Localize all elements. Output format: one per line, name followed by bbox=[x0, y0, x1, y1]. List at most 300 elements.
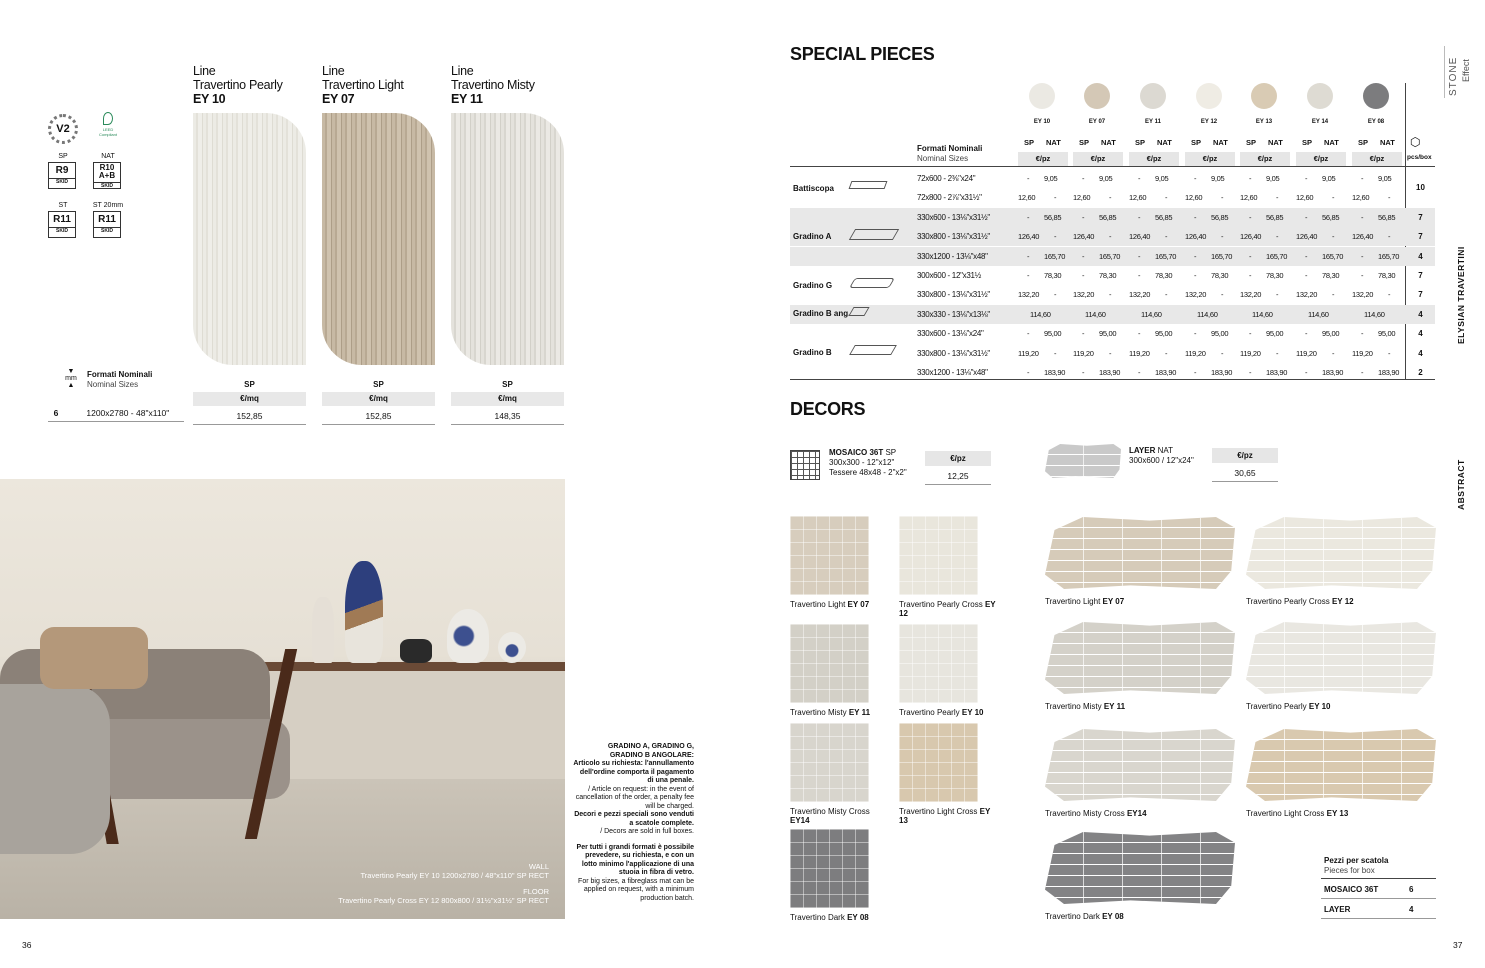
eur-header: €/pz bbox=[1296, 152, 1346, 166]
row-nat-value: - bbox=[1109, 348, 1112, 358]
group-battiscopa: Battiscopa bbox=[793, 184, 834, 193]
line-code: EY 10 bbox=[193, 92, 226, 106]
row-sp-value: - bbox=[1361, 212, 1364, 222]
room-photo bbox=[0, 479, 565, 919]
row-nat-value: 183,90 bbox=[1266, 368, 1288, 377]
row-sp-value: 126,40 bbox=[1296, 232, 1318, 242]
unit-box: €/mq bbox=[193, 392, 306, 406]
decor-code: EY 10 bbox=[961, 708, 984, 717]
layer-sample-image bbox=[1045, 832, 1235, 904]
special-pieces-note bbox=[573, 743, 694, 903]
row-sp-value: - bbox=[1027, 174, 1030, 183]
finish-sp: SP bbox=[502, 380, 513, 389]
r11-text: R11 bbox=[53, 214, 71, 225]
color-code: EY 08 bbox=[1367, 119, 1385, 125]
eur-header: €/pz bbox=[1352, 152, 1402, 166]
decor-code: EY 07 bbox=[847, 600, 870, 609]
row-nat-value: 78,30 bbox=[1378, 271, 1396, 280]
row-nat-value: 78,30 bbox=[1266, 271, 1284, 280]
row-nat-value: - bbox=[1332, 193, 1335, 203]
skid-text: SKID bbox=[49, 227, 75, 234]
color-code: EY 11 bbox=[1145, 119, 1161, 125]
st-label: ST bbox=[58, 202, 68, 209]
sp-header: SP bbox=[1024, 138, 1035, 147]
row-nat-value: 183,90 bbox=[1099, 368, 1121, 377]
row-sp-value: 114,60 bbox=[1085, 309, 1106, 319]
row-sp-value: 132,20 bbox=[1018, 290, 1040, 300]
sp-label: SP bbox=[58, 153, 68, 160]
line-label: Line bbox=[193, 64, 216, 78]
row-sp-value: - bbox=[1361, 251, 1364, 261]
row-pcs-box: 7 bbox=[1418, 271, 1423, 280]
layer-unit: €/pz bbox=[1212, 448, 1278, 463]
gradino-a-icon bbox=[849, 229, 899, 240]
row-pcs-box: 10 bbox=[1416, 183, 1425, 192]
decor-name: Travertino Light Cross bbox=[1246, 809, 1325, 818]
row-sp-value: - bbox=[1138, 251, 1141, 261]
eur-header: €/pz bbox=[1240, 152, 1290, 166]
row-nat-value: - bbox=[1165, 290, 1168, 300]
wall-text: Travertino Pearly EY 10 1200x2780 / 48"x110" SP RECT bbox=[360, 871, 549, 880]
line-header-light bbox=[322, 64, 432, 106]
row-pcs-box: 2 bbox=[1418, 368, 1423, 377]
page-number-right: 37 bbox=[1453, 940, 1463, 950]
decor-code: EY 08 bbox=[1102, 912, 1124, 921]
layer-icon bbox=[1045, 444, 1121, 478]
mosaico-tessere: Tessere 48x48 - 2"x2" bbox=[829, 468, 907, 477]
color-swatch bbox=[1363, 83, 1389, 109]
row-nat-value: - bbox=[1054, 193, 1057, 203]
color-code: EY 07 bbox=[1088, 119, 1106, 125]
table-bottom-rule bbox=[790, 379, 1435, 380]
row-nat-value: 56,85 bbox=[1044, 212, 1062, 222]
r11-text: R11 bbox=[98, 214, 116, 225]
layer-sample-image bbox=[1246, 729, 1436, 801]
mosaic-sample-image bbox=[790, 624, 869, 703]
mosaic-sample-image bbox=[790, 516, 869, 595]
r9-badge bbox=[48, 162, 76, 189]
decor-name: Travertino Pearly bbox=[1246, 702, 1307, 711]
format-row bbox=[48, 408, 184, 422]
price-pearly: 152,85 bbox=[193, 411, 306, 425]
layer-sample-image bbox=[1045, 517, 1235, 589]
row-nat-value: - bbox=[1109, 193, 1112, 203]
row-sp-value: - bbox=[1194, 368, 1197, 377]
price-light: 152,85 bbox=[322, 411, 435, 425]
row-sp-value: - bbox=[1082, 174, 1085, 183]
layer-name: LAYER bbox=[1129, 446, 1156, 455]
pillow bbox=[40, 627, 148, 689]
row-nat-value: 183,90 bbox=[1044, 368, 1066, 377]
layer-caption bbox=[1246, 597, 1436, 606]
thickness-value: 6 bbox=[53, 408, 59, 418]
group-gradino-a: Gradino A bbox=[793, 232, 832, 241]
r10-text: R10 A+B bbox=[98, 163, 116, 180]
row-sp-value: 119,20 bbox=[1018, 348, 1039, 358]
row-sp-value: - bbox=[1249, 251, 1252, 261]
box-row-layer bbox=[1321, 901, 1436, 919]
row-nat-value: 56,85 bbox=[1211, 212, 1229, 222]
row-sp-value: - bbox=[1138, 329, 1141, 339]
sp-header: SP bbox=[1302, 138, 1313, 147]
line-label: Line bbox=[451, 64, 474, 78]
row-nat-value: - bbox=[1388, 290, 1391, 300]
row-sp-value: 119,20 bbox=[1129, 348, 1150, 358]
decor-code: EY 11 bbox=[848, 708, 871, 717]
group-gradino-b: Gradino B bbox=[793, 348, 832, 357]
box-row-value: 4 bbox=[1409, 905, 1414, 914]
decor-code: EY 13 bbox=[899, 807, 991, 825]
row-sp-value: 126,40 bbox=[1352, 232, 1374, 242]
row-sp-value: 126,40 bbox=[1073, 232, 1095, 242]
table-row bbox=[790, 188, 1435, 207]
layer-sample-image bbox=[1045, 622, 1235, 694]
row-sp-value: 119,20 bbox=[1073, 348, 1094, 358]
mosaic-sample-image bbox=[899, 516, 978, 595]
table-nominal-sizes: Nominal Sizes bbox=[917, 154, 969, 163]
row-sp-value: - bbox=[1249, 329, 1252, 339]
line-header-pearly bbox=[193, 64, 303, 106]
vase-icon bbox=[447, 609, 489, 663]
row-sp-value: 12,60 bbox=[1185, 193, 1203, 203]
row-sp-value: - bbox=[1138, 368, 1141, 377]
row-nat-value: 9,05 bbox=[1044, 174, 1058, 183]
page-number-left: 36 bbox=[22, 940, 32, 950]
decor-code: EY 12 bbox=[899, 600, 996, 618]
row-sp-value: - bbox=[1194, 329, 1197, 339]
row-nat-value: 183,90 bbox=[1322, 368, 1344, 377]
decor-name: Travertino Pearly Cross bbox=[899, 600, 983, 609]
special-pieces-title: SPECIAL PIECES bbox=[790, 44, 935, 64]
color-code: EY 13 bbox=[1255, 119, 1273, 125]
row-sp-value: 126,40 bbox=[1185, 232, 1207, 242]
row-sp-value: 12,60 bbox=[1240, 193, 1258, 203]
decor-name: Travertino Light bbox=[790, 600, 846, 609]
blanket bbox=[0, 684, 110, 854]
color-swatch bbox=[1140, 83, 1166, 109]
color-swatch bbox=[1084, 83, 1110, 109]
row-pcs-box: 7 bbox=[1418, 290, 1423, 300]
row-nat-value: - bbox=[1332, 232, 1335, 242]
row-nat-value: 78,30 bbox=[1211, 271, 1229, 280]
row-nat-value: 56,85 bbox=[1322, 212, 1340, 222]
side-divider bbox=[1444, 46, 1445, 98]
nat-header: NAT bbox=[1101, 138, 1116, 147]
box-table-subtitle: Pieces for box bbox=[1324, 866, 1375, 875]
table-row bbox=[790, 285, 1435, 304]
mosaic-caption bbox=[899, 708, 999, 717]
decor-name: Travertino Misty Cross bbox=[790, 807, 870, 816]
row-sp-value: - bbox=[1194, 212, 1197, 222]
row-size: 72x600 - 2⅜"x24" bbox=[917, 174, 976, 183]
row-nat-value: - bbox=[1221, 193, 1224, 203]
gradino-g-icon bbox=[849, 278, 895, 288]
color-code: EY 12 bbox=[1200, 119, 1218, 125]
box-table-rule bbox=[1321, 878, 1436, 879]
row-sp-value: - bbox=[1249, 368, 1252, 377]
decor-name: Travertino Misty bbox=[1045, 702, 1102, 711]
row-nat-value: 95,00 bbox=[1322, 329, 1340, 339]
decors-title: DECORS bbox=[790, 399, 866, 419]
row-nat-value: - bbox=[1332, 290, 1335, 300]
row-nat-value: - bbox=[1109, 232, 1112, 242]
sp-header: SP bbox=[1191, 138, 1202, 147]
decor-name: Travertino Pearly bbox=[899, 708, 960, 717]
row-sp-value: - bbox=[1249, 271, 1252, 280]
eur-header: €/pz bbox=[1073, 152, 1123, 166]
row-sp-value: - bbox=[1194, 174, 1197, 183]
row-nat-value: - bbox=[1276, 348, 1279, 358]
floor-label: FLOOR bbox=[523, 887, 549, 896]
box-row-name: MOSAICO 36T bbox=[1324, 885, 1379, 894]
row-nat-value: - bbox=[1276, 232, 1279, 242]
row-size: 72x800 - 2⅞"x31½" bbox=[917, 193, 982, 203]
nat-header: NAT bbox=[1046, 138, 1061, 147]
tile-image-misty bbox=[451, 113, 564, 365]
pcs-box-header: pcs/box bbox=[1407, 154, 1432, 161]
floor-text: Travertino Pearly Cross EY 12 800x800 / 31½"x31½" SP RECT bbox=[338, 896, 549, 905]
line-code: EY 07 bbox=[322, 92, 355, 106]
floor-caption bbox=[338, 887, 549, 905]
row-sp-value: - bbox=[1361, 174, 1364, 183]
row-sp-value: 126,40 bbox=[1018, 232, 1040, 242]
row-nat-value: - bbox=[1165, 193, 1168, 203]
decor-name: Travertino Dark bbox=[790, 913, 845, 922]
row-size: 300x600 - 12"x31½ bbox=[917, 271, 982, 280]
decor-name: Travertino Light Cross bbox=[899, 807, 978, 816]
line-header-misty bbox=[451, 64, 561, 106]
finish-sp: SP bbox=[373, 380, 384, 389]
line-code: EY 11 bbox=[451, 92, 483, 106]
decor-name: Travertino Dark bbox=[1045, 912, 1100, 921]
effect-label: Effect bbox=[1461, 59, 1471, 82]
layer-caption bbox=[1045, 809, 1235, 818]
r10-badge bbox=[93, 162, 121, 189]
row-nat-value: - bbox=[1165, 348, 1168, 358]
r9-text: R9 bbox=[55, 165, 69, 176]
mosaico-name: MOSAICO 36T bbox=[829, 448, 884, 457]
mosaic-caption bbox=[790, 913, 890, 922]
battiscopa-icon bbox=[849, 181, 888, 189]
note-it2: Decori e pezzi speciali sono venduti a scatole complete. bbox=[574, 811, 694, 827]
line-name: Travertino Misty bbox=[451, 78, 535, 92]
row-sp-value: - bbox=[1194, 271, 1197, 280]
row-sp-value: - bbox=[1361, 271, 1364, 280]
tile-image-light bbox=[322, 113, 435, 365]
r11-st-badge bbox=[48, 211, 76, 238]
layer-finish: NAT bbox=[1157, 446, 1174, 455]
row-nat-value: 95,00 bbox=[1099, 329, 1117, 339]
mm-icon: ▼ mm ▲ bbox=[65, 368, 77, 389]
layer-size: 300x600 / 12"x24" bbox=[1129, 456, 1194, 465]
row-sp-value: 132,20 bbox=[1240, 290, 1262, 300]
row-size: 330x1200 - 13⅛"x48" bbox=[917, 368, 988, 377]
row-nat-value: - bbox=[1054, 232, 1057, 242]
nat-header: NAT bbox=[1324, 138, 1339, 147]
eur-header: €/pz bbox=[1018, 152, 1068, 166]
color-code: EY 10 bbox=[1033, 119, 1051, 125]
row-sp-value: - bbox=[1027, 329, 1030, 339]
row-sp-value: 132,20 bbox=[1073, 290, 1095, 300]
row-pcs-box: 7 bbox=[1418, 212, 1423, 222]
row-nat-value: - bbox=[1388, 232, 1391, 242]
nat-header: NAT bbox=[1268, 138, 1283, 147]
leed-badge bbox=[94, 112, 122, 137]
color-swatch bbox=[1029, 83, 1055, 109]
leaf-icon bbox=[103, 112, 113, 125]
color-swatch bbox=[1307, 83, 1333, 109]
note-it1: Articolo su richiesta: l'annullamento dell'ordine comporta il pagamento di una penale. bbox=[573, 760, 694, 784]
decor-code: EY 10 bbox=[1308, 702, 1331, 711]
row-sp-value: - bbox=[1194, 251, 1197, 261]
decor-name: Travertino Misty Cross bbox=[1045, 809, 1125, 818]
row-sp-value: - bbox=[1305, 271, 1308, 280]
layer-info bbox=[1129, 446, 1194, 466]
mosaic-sample-image bbox=[899, 624, 978, 703]
row-sp-value: - bbox=[1082, 251, 1085, 261]
nat-header: NAT bbox=[1157, 138, 1172, 147]
mosaico-unit: €/pz bbox=[925, 451, 991, 466]
row-size: 330x600 - 13⅛"x24" bbox=[917, 329, 984, 339]
row-nat-value: - bbox=[1276, 193, 1279, 203]
row-sp-value: - bbox=[1082, 329, 1085, 339]
wall-caption bbox=[361, 862, 550, 880]
vase-icon bbox=[498, 632, 526, 663]
mosaico-size: 300x300 - 12"x12" bbox=[829, 458, 895, 467]
row-nat-value: 56,85 bbox=[1099, 212, 1117, 222]
row-nat-value: - bbox=[1332, 348, 1335, 358]
layer-sample-image bbox=[1246, 622, 1436, 694]
row-sp-value: 132,20 bbox=[1296, 290, 1318, 300]
line-name: Travertino Light bbox=[322, 78, 404, 92]
shelf bbox=[250, 662, 565, 671]
row-nat-value: 9,05 bbox=[1322, 174, 1336, 183]
row-nat-value: 56,85 bbox=[1378, 212, 1396, 222]
row-pcs-box: 7 bbox=[1418, 232, 1423, 242]
unit-box: €/mq bbox=[322, 392, 435, 406]
row-pcs-box: 4 bbox=[1418, 251, 1423, 261]
row-nat-value: 78,30 bbox=[1155, 271, 1173, 280]
vase-icon bbox=[345, 561, 383, 663]
row-sp-value: - bbox=[1249, 212, 1252, 222]
row-sp-value: 119,20 bbox=[1240, 348, 1261, 358]
row-sp-value: - bbox=[1305, 251, 1308, 261]
format-size: 1200x2780 - 48"x110" bbox=[86, 408, 170, 418]
mosaic-caption bbox=[790, 600, 890, 609]
mosaic-sample-image bbox=[790, 723, 869, 802]
row-size: 330x800 - 13⅛"x31½" bbox=[917, 290, 990, 300]
color-swatch bbox=[1196, 83, 1222, 109]
row-sp-value: 114,60 bbox=[1197, 309, 1218, 319]
row-size: 330x330 - 13⅛"x13⅛" bbox=[917, 309, 990, 319]
row-sp-value: - bbox=[1361, 368, 1364, 377]
decor-code: EY14 bbox=[790, 816, 810, 825]
finish-sp: SP bbox=[244, 380, 255, 389]
row-sp-value: 114,60 bbox=[1030, 309, 1051, 319]
row-sp-value: - bbox=[1027, 251, 1030, 261]
layer-caption bbox=[1045, 702, 1235, 711]
row-pcs-box: 4 bbox=[1418, 348, 1423, 358]
row-pcs-box: 4 bbox=[1418, 329, 1423, 339]
color-swatch bbox=[1251, 83, 1277, 109]
note-title: GRADINO A, GRADINO G, GRADINO B ANGOLARE: bbox=[607, 743, 694, 759]
gradino-b-icon bbox=[849, 345, 897, 355]
mosaic-caption bbox=[899, 600, 999, 618]
table-row bbox=[790, 247, 1435, 266]
decor-code: EY 12 bbox=[1331, 597, 1354, 606]
mosaico-info bbox=[829, 448, 907, 478]
decor-name: Travertino Pearly Cross bbox=[1246, 597, 1330, 606]
note-en3: For big sizes, a fibreglass mat can be applied on request, with a minimum production batch. bbox=[578, 877, 694, 902]
row-sp-value: - bbox=[1138, 212, 1141, 222]
box-row-name: LAYER bbox=[1324, 905, 1351, 914]
note-en1: / Article on request: in the event of cancellation of the order, a penalty fee will be charged. bbox=[575, 785, 694, 810]
row-nat-value: - bbox=[1165, 232, 1168, 242]
row-nat-value: 56,85 bbox=[1266, 212, 1284, 222]
row-sp-value: 132,20 bbox=[1129, 290, 1151, 300]
row-nat-value: 9,05 bbox=[1266, 174, 1280, 183]
row-size: 330x1200 - 13⅛"x48" bbox=[917, 251, 988, 261]
row-nat-value: - bbox=[1221, 232, 1224, 242]
stone-label: STONE bbox=[1448, 56, 1459, 96]
vase-icon bbox=[312, 597, 334, 663]
sp-header: SP bbox=[1246, 138, 1257, 147]
row-sp-value: - bbox=[1082, 368, 1085, 377]
row-size: 330x800 - 13⅛"x31½" bbox=[917, 348, 990, 358]
mosaic-caption bbox=[790, 807, 890, 825]
row-sp-value: 114,60 bbox=[1141, 309, 1162, 319]
row-nat-value: - bbox=[1054, 290, 1057, 300]
layer-sample-image bbox=[1045, 729, 1235, 801]
row-nat-value: - bbox=[1221, 348, 1224, 358]
row-nat-value: 9,05 bbox=[1211, 174, 1225, 183]
row-nat-value: 165,70 bbox=[1044, 251, 1066, 261]
table-row bbox=[790, 169, 1435, 188]
sp-header: SP bbox=[1079, 138, 1090, 147]
r11-st20-badge bbox=[93, 211, 121, 238]
row-nat-value: 183,90 bbox=[1378, 368, 1400, 377]
row-nat-value: 95,00 bbox=[1044, 329, 1062, 339]
collection-label: ELYSIAN TRAVERTINI bbox=[1456, 246, 1466, 344]
row-sp-value: 119,20 bbox=[1296, 348, 1317, 358]
row-sp-value: 132,20 bbox=[1352, 290, 1374, 300]
layer-caption bbox=[1246, 809, 1436, 818]
layer-price: 30,65 bbox=[1212, 468, 1278, 482]
formats-subtitle: Nominal Sizes bbox=[87, 380, 139, 389]
bowl-icon bbox=[400, 639, 432, 663]
row-nat-value: - bbox=[1388, 193, 1391, 203]
row-sp-value: - bbox=[1027, 212, 1030, 222]
row-sp-value: 114,60 bbox=[1364, 309, 1385, 319]
nat-header: NAT bbox=[1380, 138, 1395, 147]
mosaico-finish: SP bbox=[885, 448, 897, 457]
row-nat-value: 56,85 bbox=[1155, 212, 1173, 222]
sp-header: SP bbox=[1358, 138, 1369, 147]
sp-header: SP bbox=[1135, 138, 1146, 147]
color-code: EY 14 bbox=[1311, 119, 1329, 125]
row-nat-value: 9,05 bbox=[1155, 174, 1169, 183]
mosaic-sample-image bbox=[790, 829, 869, 908]
table-row bbox=[790, 305, 1435, 324]
row-nat-value: 95,00 bbox=[1378, 329, 1396, 339]
table-row bbox=[790, 324, 1435, 343]
layer-caption bbox=[1045, 912, 1235, 921]
row-sp-value: - bbox=[1082, 271, 1085, 280]
row-sp-value: 12,60 bbox=[1129, 193, 1147, 203]
row-sp-value: 12,60 bbox=[1352, 193, 1370, 203]
decor-code: EY14 bbox=[1126, 809, 1147, 818]
mosaic-sample-image bbox=[899, 723, 978, 802]
